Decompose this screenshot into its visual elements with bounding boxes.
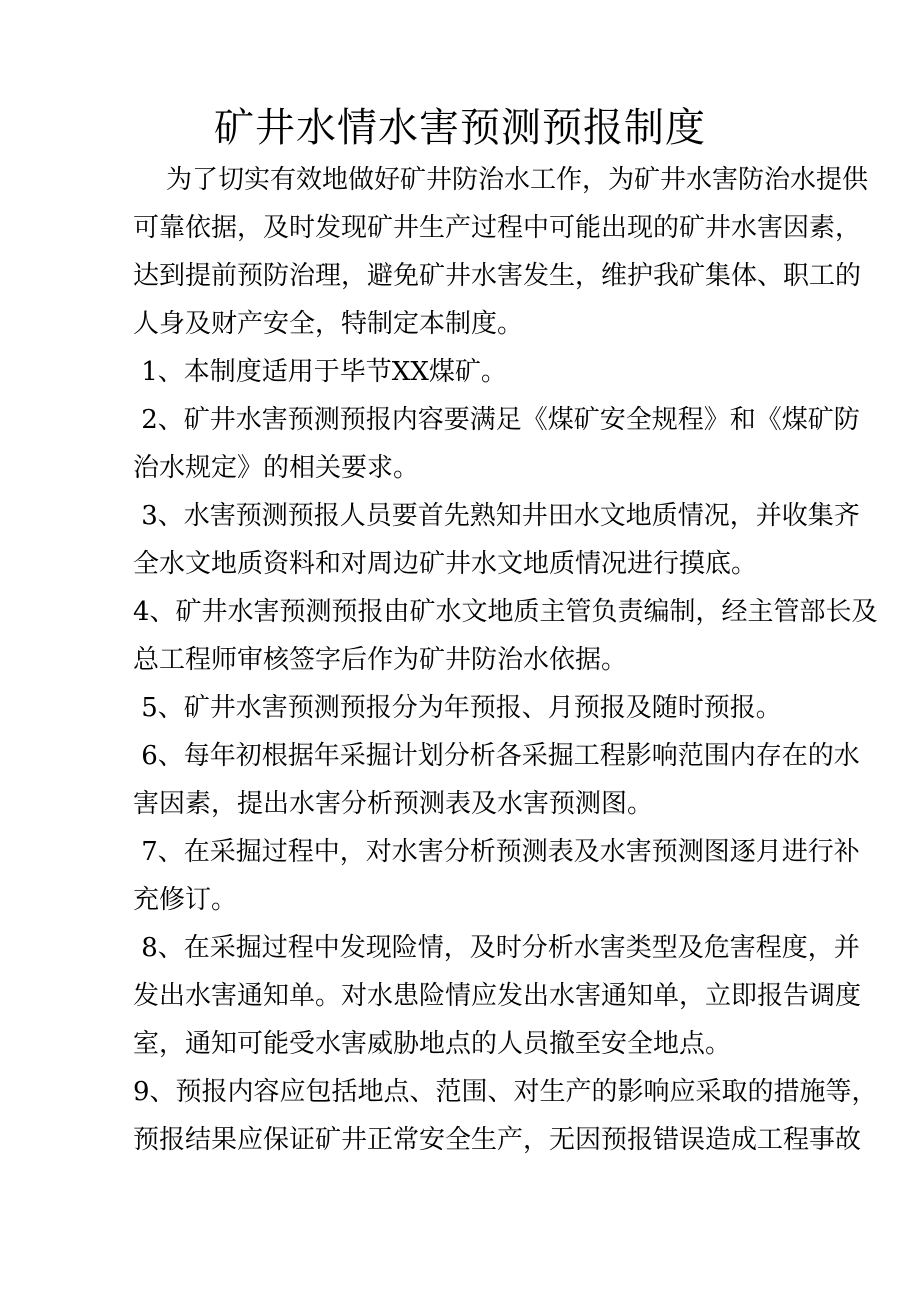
paragraph-line: 达到提前预防治理，避免矿井水害发生，维护我矿集体、职工的 <box>133 261 862 291</box>
paragraph-line: 人身及财产安全，特制定本制度。 <box>133 309 524 339</box>
paragraph-line: 1、本制度适用于毕节XX煤矿。 <box>133 357 507 387</box>
paragraph-line: 6、每年初根据年采掘计划分析各采掘工程影响范围内存在的水 <box>133 741 860 771</box>
paragraph-line: 害因素，提出水害分析预测表及水害预测图。 <box>133 789 654 819</box>
paragraph-line: 3、水害预测预报人员要首先熟知井田水文地质情况，并收集齐 <box>133 501 860 531</box>
document-title: 矿井水情水害预测预报制度 <box>214 105 706 151</box>
paragraph-line: 5、矿井水害预测预报分为年预报、月预报及随时预报。 <box>133 693 782 723</box>
paragraph-line: 全水文地质资料和对周边矿井水文地质情况进行摸底。 <box>133 549 758 579</box>
paragraph-line: 2、矿井水害预测预报内容要满足《煤矿安全规程》和《煤矿防 <box>133 405 860 435</box>
paragraph-line: 4、矿井水害预测预报由矿水文地质主管负责编制，经主管部长及 <box>133 597 878 627</box>
paragraph-line: 9、预报内容应包括地点、范围、对生产的影响应采取的措施等， <box>133 1077 878 1107</box>
paragraph-line: 室，通知可能受水害威胁地点的人员撤至安全地点。 <box>133 1029 732 1059</box>
paragraph-line: 总工程师审核签字后作为矿井防治水依据。 <box>133 645 628 675</box>
paragraph-line: 预报结果应保证矿井正常安全生产，无因预报错误造成工程事故 <box>133 1125 862 1155</box>
paragraph-line: 为了切实有效地做好矿井防治水工作，为矿井水害防治水提供 <box>133 165 869 195</box>
paragraph-line: 充修订。 <box>133 885 238 915</box>
paragraph-line: 可靠依据，及时发现矿井生产过程中可能出现的矿井水害因素， <box>133 213 862 243</box>
paragraph-line: 治水规定》的相关要求。 <box>133 453 420 483</box>
paragraph-line: 7、在采掘过程中，对水害分析预测表及水害预测图逐月进行补 <box>133 837 860 867</box>
paragraph-line: 8、在采掘过程中发现险情，及时分析水害类型及危害程度，并 <box>133 933 860 963</box>
paragraph-line: 发出水害通知单。对水患险情应发出水害通知单，立即报告调度 <box>133 981 862 1011</box>
